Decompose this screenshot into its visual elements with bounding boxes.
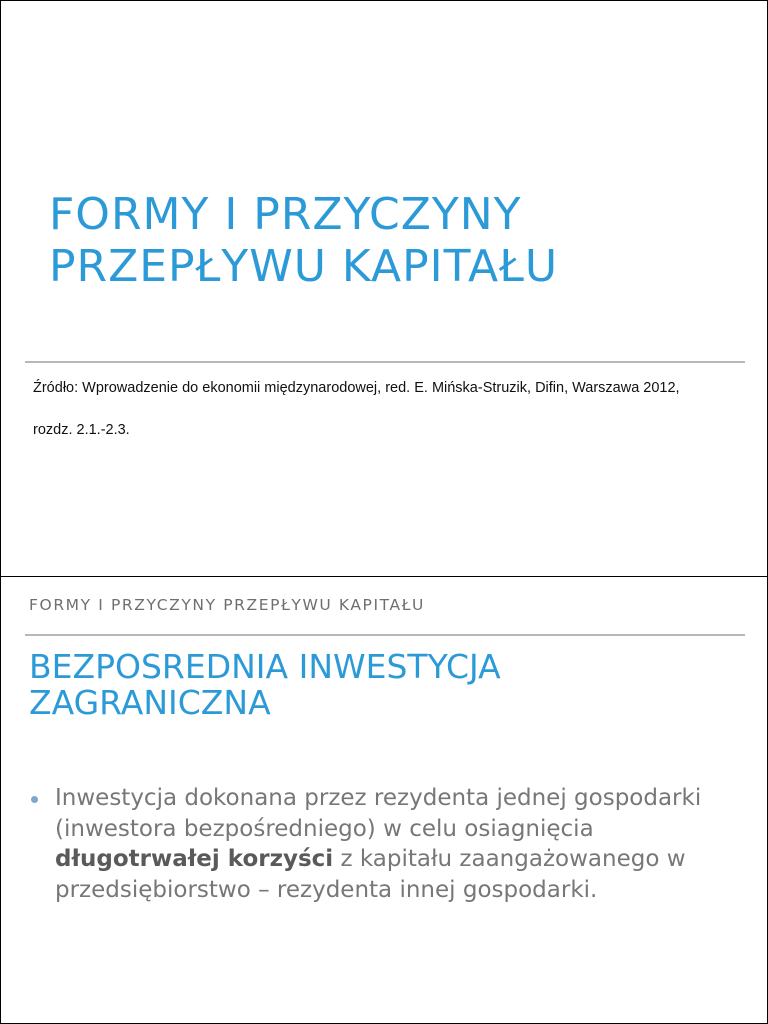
source-line-1: Źródło: Wprowadzenie do ekonomii międzynarodowej, red. E. Mińska-Struzik, Difin, Warszawa 2012, [33,380,680,396]
bullet-text-after: z kapitału zaangażowanego w przedsiębiorstwo – rezydenta innej gospodarki. [55,846,686,903]
slide-1-title-line-1: FORMY I PRZYCZYNY [49,189,522,240]
bullet-text-before: Inwestycja dokonana przez rezydenta jednej gospodarki (inwestora bezpośredniego) w celu osiagnięcia [55,785,702,842]
slide-2-title-line-2: ZAGRANICZNA [29,683,271,722]
slide-2-title [29,649,749,721]
divider [25,361,745,363]
slide-1-title-line-2: PRZEPŁYWU KAPITAŁU [49,241,559,292]
bullet-dot-icon [31,796,38,803]
source-citation [33,378,753,462]
list-item [25,783,725,905]
bullet-text [55,785,701,903]
slide-2-title-line-1: BEZPOSREDNIA INWESTYCJA [29,647,501,686]
source-line-2: rozdz. 2.1.-2.3. [33,422,130,438]
divider [25,634,745,636]
slide-2-header: FORMY I PRZYCZYNY PRZEPŁYWU KAPITAŁU [29,596,425,614]
bullet-text-bold: długotrwałej korzyści [55,846,334,872]
slide-2 [0,576,768,1024]
bullet-list [25,783,725,905]
slide-1-title [49,189,749,293]
